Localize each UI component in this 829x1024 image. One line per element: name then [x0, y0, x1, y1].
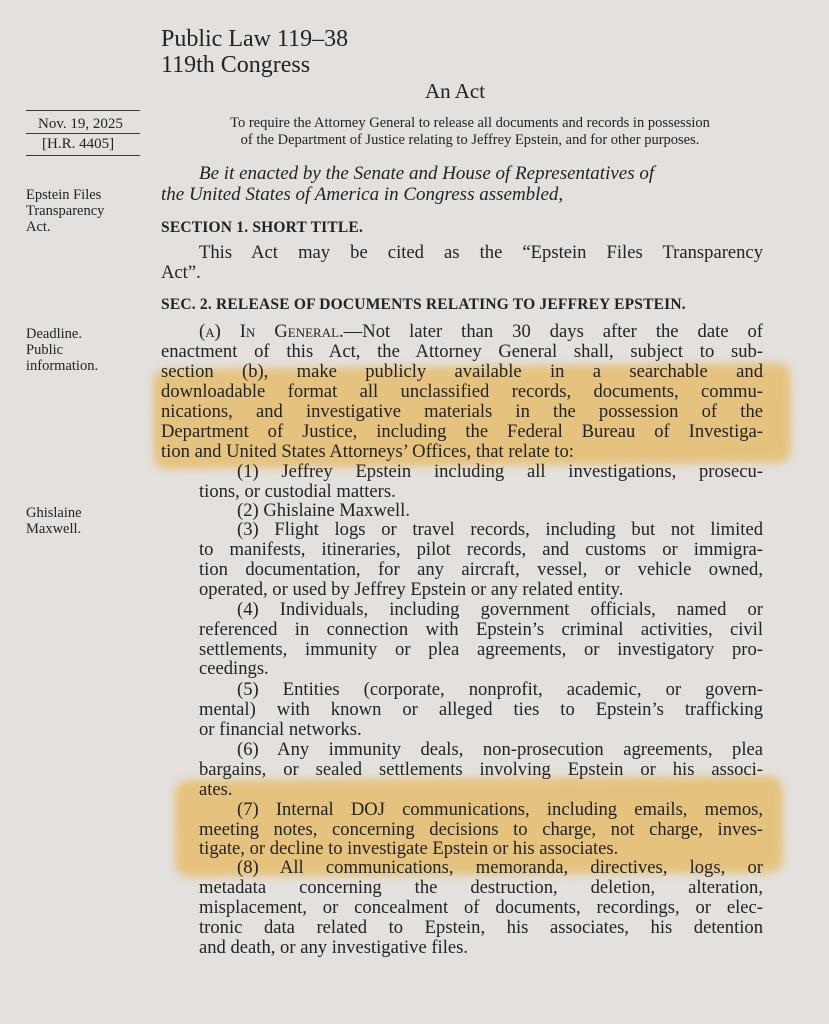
- item-4-line-4: ceedings.: [199, 658, 269, 679]
- subsection-a-line-5: nications, and investigative materials in the possession of the: [161, 401, 763, 422]
- item-3-line-3: tion documentation, for any aircraft, vessel, or vehicle owned,: [199, 559, 763, 580]
- section-1-line-2: Act”.: [161, 262, 201, 283]
- subsection-a-line-6: Department of Justice, including the Federal Bureau of Investiga-: [161, 421, 763, 442]
- item-8-line-1: (8) All communications, memoranda, directives, logs, or: [237, 857, 763, 878]
- item-2-line-1: (2) Ghislaine Maxwell.: [237, 500, 410, 521]
- item-3-line-1: (3) Flight logs or travel records, including but not limited: [237, 519, 763, 540]
- item-8-line-5: and death, or any investigative files.: [199, 937, 469, 958]
- law-number: Public Law 119–38: [161, 26, 349, 52]
- congress-label: 119th Congress: [161, 52, 311, 78]
- subsection-a-line-7: tion and United States Attorneys’ Offices, that relate to:: [161, 441, 574, 462]
- section-1-line-1: This Act may be cited as the “Epstein Files Transparency: [199, 242, 763, 263]
- item-5-line-3: or financial networks.: [199, 719, 362, 740]
- item-5-line-2: mental) with known or alleged ties to Epstein’s trafficking: [199, 699, 763, 720]
- item-6-line-1: (6) Any immunity deals, non-prosecution agreements, plea: [237, 739, 763, 760]
- item-8-line-4: tronic data related to Epstein, his associates, his detention: [199, 917, 763, 938]
- section-1-heading: SECTION 1. SHORT TITLE.: [161, 219, 364, 236]
- item-3-line-4: operated, or used by Jeffrey Epstein or any related entity.: [199, 579, 624, 600]
- item-4-line-3: settlements, immunity or plea agreements, or investigatory pro-: [199, 639, 763, 660]
- margin-note-short-title: Epstein Files Transparency Act.: [26, 187, 105, 235]
- item-6-line-3: ates.: [199, 779, 233, 800]
- section-2-heading: SEC. 2. RELEASE OF DOCUMENTS RELATING TO JEFFREY EPSTEIN.: [161, 296, 686, 313]
- subsection-a-line-1: (a) In General.—Not later than 30 days after the date of: [199, 321, 763, 342]
- margin-note-deadline: Deadline. Public information.: [26, 326, 99, 374]
- item-7-line-1: (7) Internal DOJ communications, including emails, memos,: [237, 799, 763, 820]
- subsection-a-line-3: section (b), make publicly available in a searchable and: [161, 361, 763, 382]
- item-8-line-3: misplacement, or concealment of documents, recordings, or elec-: [199, 897, 763, 918]
- margin-rule-top: [26, 110, 140, 111]
- enacting-clause-line-1: Be it enacted by the Senate and House of Representatives of: [199, 163, 655, 184]
- subsection-a-line-4: downloadable format all unclassified records, documents, commu-: [161, 381, 763, 402]
- item-7-line-3: tigate, or decline to investigate Epstein or his associates.: [199, 838, 619, 859]
- purpose-line-1: To require the Attorney General to release all documents and records in possession: [230, 115, 710, 131]
- purpose-line-2: of the Department of Justice relating to Jeffrey Epstein, and for other purposes.: [240, 132, 700, 148]
- enacting-clause-line-2: the United States of America in Congress assembled,: [161, 184, 564, 205]
- bill-number: [H.R. 4405]: [42, 136, 115, 152]
- enactment-date: Nov. 19, 2025: [38, 116, 123, 132]
- act-heading: An Act: [425, 79, 486, 103]
- item-3-line-2: to manifests, itineraries, pilot records, and customs or immigra-: [199, 539, 763, 560]
- margin-note-maxwell: Ghislaine Maxwell.: [26, 505, 82, 537]
- margin-rule-mid: [26, 133, 140, 134]
- item-4-line-1: (4) Individuals, including government officials, named or: [237, 599, 763, 620]
- item-5-line-1: (5) Entities (corporate, nonprofit, academic, or govern-: [237, 679, 763, 700]
- item-4-line-2: referenced in connection with Epstein’s criminal activities, civil: [199, 619, 763, 640]
- item-6-line-2: bargains, or sealed settlements involving Epstein or his associ-: [199, 759, 763, 780]
- subsection-a-line-2: enactment of this Act, the Attorney General shall, subject to sub-: [161, 341, 763, 362]
- subsection-a-label: (a) In General.: [199, 321, 344, 342]
- item-7-line-2: meeting notes, concerning decisions to charge, not charge, inves-: [199, 819, 763, 840]
- margin-rule-bottom: [26, 155, 140, 156]
- item-8-line-2: metadata concerning the destruction, deletion, alteration,: [199, 877, 763, 898]
- item-1-line-1: (1) Jeffrey Epstein including all investigations, prosecu-: [237, 461, 763, 482]
- item-1-line-2: tions, or custodial matters.: [199, 481, 396, 502]
